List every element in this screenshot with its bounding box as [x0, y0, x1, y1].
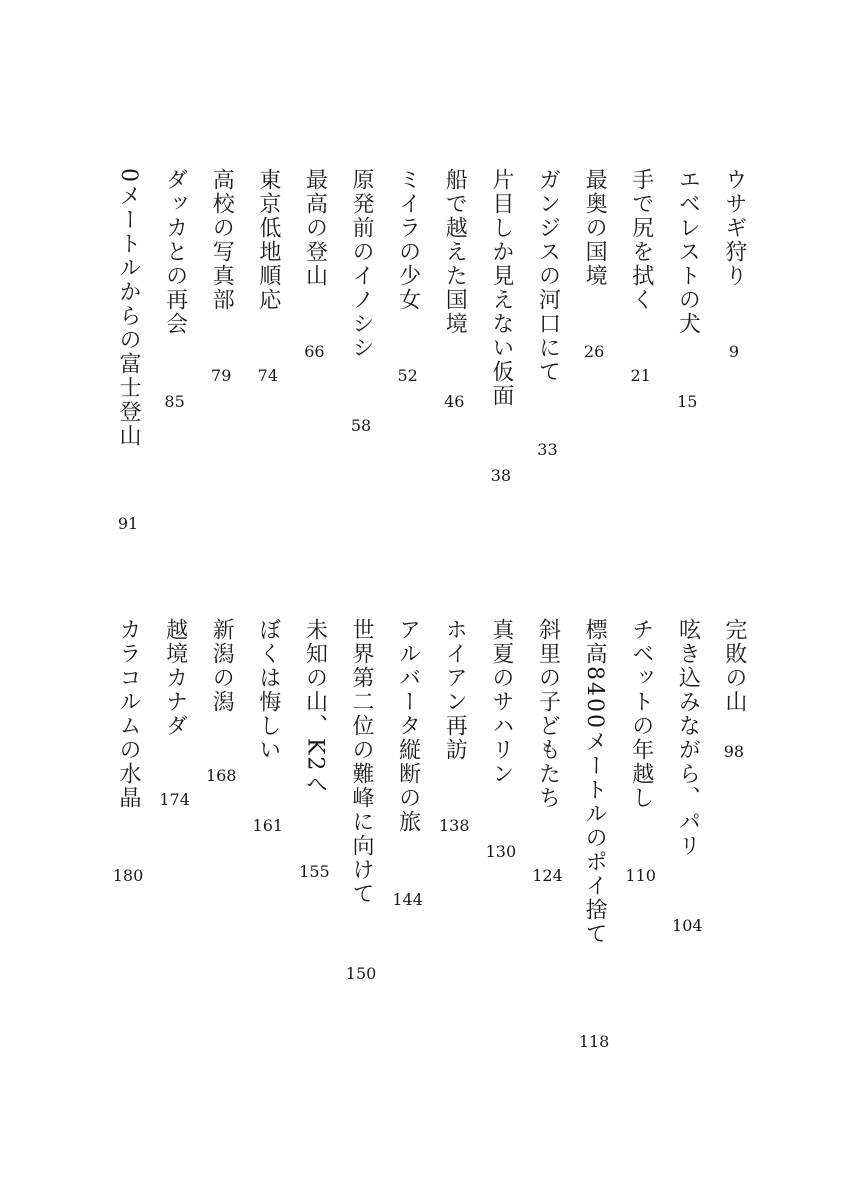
- toc-entry-title: 標高8400メートルのポイ捨て: [582, 618, 608, 946]
- toc-entry: [530, 168, 564, 548]
- toc-entry-page: 168: [205, 766, 237, 785]
- toc-entry: [484, 618, 518, 1068]
- toc-entry-page: 85: [164, 392, 185, 411]
- toc-entry-page: 144: [392, 890, 423, 909]
- toc-entry-page: 66: [304, 342, 325, 361]
- toc-entry-title: ぼくは悔しい: [255, 618, 281, 762]
- toc-entry-title: 船で越えた国境: [442, 168, 468, 336]
- toc-block-top: [111, 168, 751, 548]
- toc-entry-page: 58: [350, 416, 372, 435]
- toc-entry: [717, 168, 751, 548]
- toc-entry-page: 174: [159, 790, 190, 809]
- toc-entry-title: 手で尻を拭く: [628, 168, 654, 312]
- toc-entry-title: 片目しか見えない仮面: [488, 168, 514, 408]
- toc-entry-title: 新潟の潟: [209, 618, 235, 714]
- toc-entry-page: 15: [677, 392, 698, 411]
- toc-entry-page: 33: [537, 440, 558, 459]
- toc-entry: [251, 168, 285, 548]
- toc-entry-page: 180: [112, 866, 144, 885]
- toc-entry-page: 104: [672, 916, 703, 935]
- toc-entry: [577, 618, 611, 1068]
- toc-entry-title: 越境カナダ: [162, 618, 188, 738]
- toc-entry: [204, 168, 238, 548]
- toc-block-bottom: [111, 618, 751, 1068]
- toc-entry-title: 世界第二位の難峰に向けて: [349, 618, 375, 906]
- toc-entry-page: 26: [583, 342, 605, 361]
- toc-entry-page: 38: [490, 466, 512, 485]
- toc-entry-page: 52: [397, 366, 418, 385]
- toc-entry-title: ウサギ狩り: [721, 168, 747, 288]
- toc-entry-page: 46: [444, 392, 465, 411]
- toc-entry-title: 未知の山、K2へ: [302, 618, 328, 797]
- toc-entry: [111, 168, 145, 548]
- toc-entry-title: ホイアン再訪: [442, 618, 468, 762]
- toc-entry-title: ガンジスの河口にて: [535, 168, 561, 384]
- toc-entry-title: 真夏のサハリン: [488, 618, 514, 786]
- toc-entry: [204, 618, 238, 1068]
- toc-entry-title: カラコルムの水晶: [116, 618, 141, 810]
- toc-entry-page: 98: [723, 742, 745, 761]
- toc-entry-page: 9: [728, 342, 740, 361]
- toc-entry-title: 高校の写真部: [209, 168, 235, 312]
- toc-entry-title: 完敗の山: [721, 618, 747, 714]
- toc-entry-page: 74: [257, 366, 278, 385]
- toc-entry-page: 91: [117, 514, 139, 533]
- toc-entry-title: 最高の登山: [302, 168, 328, 288]
- toc-entry: [391, 168, 425, 548]
- toc-entry-title: チベットの年越し: [628, 618, 654, 810]
- toc-entry: [437, 618, 471, 1068]
- toc-entry-page: 21: [630, 366, 651, 385]
- toc-entry-title: 呟き込みながら、パリ: [675, 618, 701, 858]
- toc-entry-title: アルバータ縦断の旅: [395, 618, 421, 834]
- toc-entry-title: 最奥の国境: [582, 168, 608, 288]
- toc-entry: [158, 618, 192, 1068]
- toc-entry: [484, 168, 518, 548]
- toc-entry: [158, 168, 192, 548]
- toc-entry-page: 118: [578, 1032, 610, 1051]
- toc-entry: [251, 618, 285, 1068]
- toc-entry-title: ダッカとの再会: [162, 168, 188, 336]
- toc-entry: [530, 618, 564, 1068]
- toc-entry: [717, 618, 751, 1068]
- toc-entry-page: 161: [252, 816, 284, 835]
- toc-entry-page: 124: [532, 866, 563, 885]
- toc-entry: [624, 618, 658, 1068]
- toc-entry-title: 0メートルからの富士登山: [116, 168, 141, 448]
- toc-entry: [297, 618, 331, 1068]
- toc-entry-page: 138: [438, 816, 470, 835]
- toc-entry-page: 79: [211, 366, 232, 385]
- toc-entry: [111, 618, 145, 1068]
- toc-entry-title: 原発前のイノシシ: [349, 168, 375, 360]
- toc-entry-title: 斜里の子どもたち: [535, 618, 561, 810]
- toc-entry: [297, 168, 331, 548]
- toc-entry-page: 110: [625, 866, 656, 885]
- toc-entry-page: 155: [299, 862, 330, 881]
- toc-entry-page: 150: [345, 964, 377, 983]
- toc-entry: [670, 168, 704, 548]
- toc-entry-title: エベレストの犬: [675, 168, 701, 336]
- toc-entry-page: 130: [485, 842, 517, 861]
- toc-entry-title: ミイラの少女: [395, 168, 421, 312]
- toc-entry: [344, 168, 378, 548]
- toc-entry: [344, 618, 378, 1068]
- toc-entry: [577, 168, 611, 548]
- toc-entry: [391, 618, 425, 1068]
- toc-entry: [437, 168, 471, 548]
- toc-entry: [624, 168, 658, 548]
- toc-entry: [670, 618, 704, 1068]
- toc-entry-title: 東京低地順応: [255, 168, 281, 312]
